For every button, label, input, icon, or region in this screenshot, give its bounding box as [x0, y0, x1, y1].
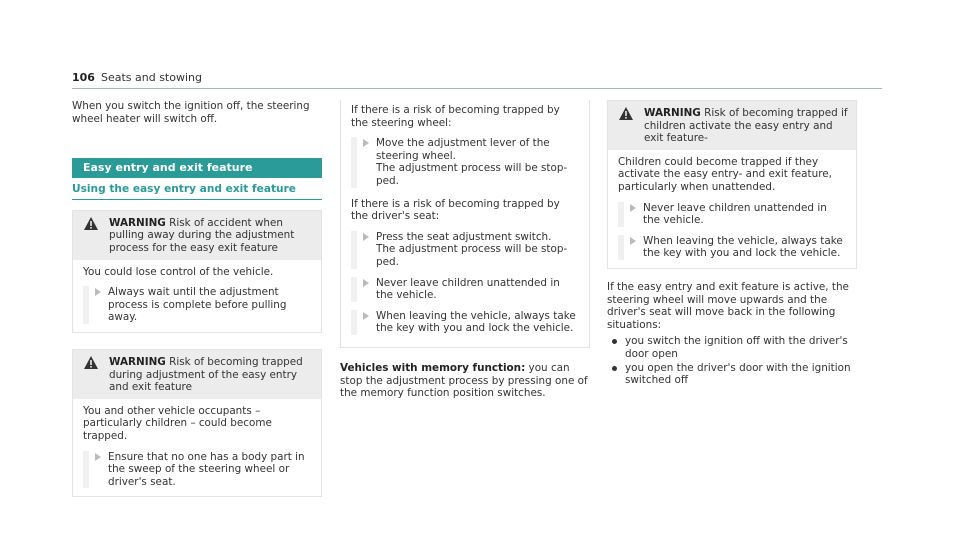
warning-body — [73, 260, 321, 332]
step-arrow-icon — [95, 453, 101, 461]
step-text: Ensure that no one has a body part in the sweep of the steering wheel or driver's seat. — [108, 450, 305, 488]
step-text: Never leave children unattended in the vehicle. — [643, 201, 827, 227]
memory-function-text: you can stop the adjustment process by pressing one of the memory function position switches. — [340, 361, 588, 400]
step-text: Move the adjustment lever of the steering wheel. — [376, 137, 550, 162]
header-divider — [72, 88, 882, 89]
column-1 — [72, 100, 322, 507]
step-item — [351, 277, 579, 302]
warning-header — [73, 350, 321, 399]
page-number: 106 — [72, 71, 95, 84]
warning-text: Children could become trapped if they activate the easy entry- and exit feature, particularly when unattended. — [618, 155, 832, 193]
warning-label: WARNING — [644, 107, 701, 119]
warning-box-1 — [72, 210, 322, 333]
step-text: Always wait until the adjustment process is complete before pulling away. — [108, 286, 287, 324]
situations-intro: If the easy entry and exit feature is active, the steering wheel will move upwards and the driver's seat will move back in the following situations: — [607, 280, 849, 331]
warning-body — [73, 399, 321, 497]
step-item — [351, 137, 579, 187]
step-item — [618, 235, 846, 260]
sub-heading: Using the easy entry and exit feature — [72, 183, 322, 200]
step-text: Press the seat adjustment switch. — [376, 230, 552, 243]
warning-title: Risk of accident when pulling away during the adjustment process for the easy exit feature — [109, 216, 295, 254]
warning-title: Risk of becoming trapped if children activate the easy entry and exit feature- — [644, 107, 848, 145]
column-3 — [607, 100, 857, 388]
step-item — [351, 231, 579, 269]
warning-header — [73, 211, 321, 260]
warning-body — [608, 150, 856, 268]
step-arrow-icon — [363, 139, 369, 147]
situations-list — [607, 335, 857, 386]
warning-label: WARNING — [109, 216, 166, 229]
section-title: Easy entry and exit feature — [72, 158, 322, 178]
step-item — [351, 310, 579, 335]
step-item — [618, 202, 846, 227]
warning-text: You and other vehicle occupants – particularly children – could become trapped. — [83, 404, 272, 442]
step-item — [83, 286, 311, 324]
warning-title: Risk of becoming trapped during adjustment of the easy entry and exit feature — [109, 355, 303, 394]
step-text: Never leave children unattended in the vehicle. — [376, 276, 560, 302]
page-header — [72, 72, 202, 85]
warning-box-2 — [72, 349, 322, 497]
step-note: The adjustment process will be stop-ped. — [376, 162, 568, 187]
warning-triangle-icon — [84, 217, 98, 230]
paragraph: If there is a risk of becoming trapped by the driver's seat: — [351, 197, 560, 223]
warning-triangle-icon — [84, 356, 98, 369]
step-arrow-icon — [95, 288, 101, 296]
memory-function-note — [340, 362, 590, 400]
warning-text: You could lose control of the vehicle. — [83, 265, 274, 278]
warning-triangle-icon — [619, 107, 633, 120]
list-item: you switch the ignition off with the driver's door open — [607, 335, 857, 360]
column-2 — [340, 100, 590, 400]
step-item — [83, 451, 311, 489]
step-arrow-icon — [630, 237, 636, 245]
memory-function-label: Vehicles with memory function: — [340, 361, 526, 374]
warning-continuation-box — [340, 100, 590, 348]
step-arrow-icon — [363, 312, 369, 320]
warning-box-3 — [607, 100, 857, 269]
chapter-title: Seats and stowing — [100, 71, 202, 84]
step-note: The adjustment process will be stop-ped. — [376, 243, 568, 268]
warning-label: WARNING — [109, 355, 166, 368]
step-text: When leaving the vehicle, always take the key with you and lock the vehicle. — [643, 234, 843, 260]
warning-header — [608, 101, 856, 150]
step-text: When leaving the vehicle, always take the key with you and lock the vehicle. — [376, 309, 576, 335]
step-arrow-icon — [630, 204, 636, 212]
list-item: you open the driver's door with the ignition switched off — [607, 362, 857, 387]
intro-text: When you switch the ignition off, the steering wheel heater will switch off. — [72, 100, 310, 125]
step-arrow-icon — [363, 279, 369, 287]
paragraph: If there is a risk of becoming trapped by the steering wheel: — [351, 104, 560, 129]
step-arrow-icon — [363, 233, 369, 241]
